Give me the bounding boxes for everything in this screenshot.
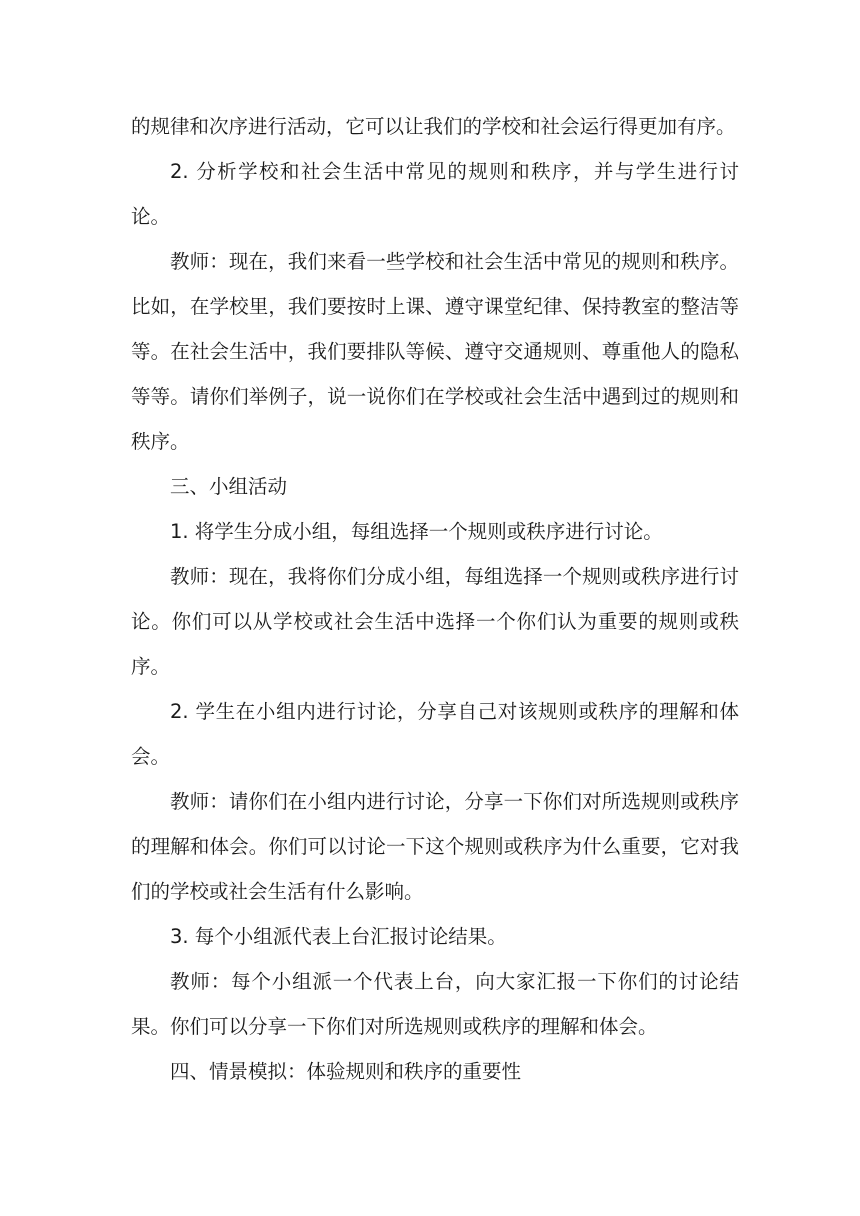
paragraph-group-step-2: 2. 学生在小组内进行讨论，分享自己对该规则或秩序的理解和体会。 [131, 700, 739, 768]
paragraph-teacher-examples: 教师：现在，我们来看一些学校和社会生活中常见的规则和秩序。比如，在学校里，我们要按时上课、遵守课堂纪律、保持教室的整洁等等。在社会生活中，我们要排队等候、遵守交通规则、尊重他人的隐私等等。请你们举例子，说一说你们在学校或社会生活中遇到过的规则和秩序。 [131, 250, 739, 453]
paragraph-teacher-report: 教师：每个小组派一个代表上台，向大家汇报一下你们的讨论结果。你们可以分享一下你们对所选规则或秩序的理解和体会。 [131, 970, 739, 1038]
section-heading-group-activity: 三、小组活动 [170, 475, 288, 498]
paragraph-group-step-3: 3. 每个小组派代表上台汇报讨论结果。 [170, 925, 507, 948]
paragraph-teacher-grouping: 教师：现在，我将你们分成小组，每组选择一个规则或秩序进行讨论。你们可以从学校或社会生活中选择一个你们认为重要的规则或秩序。 [131, 565, 739, 678]
paragraph-step-2: 2. 分析学校和社会生活中常见的规则和秩序，并与学生进行讨论。 [131, 160, 739, 228]
section-heading-scenario: 四、情景模拟：体验规则和秩序的重要性 [170, 1060, 522, 1083]
paragraph-teacher-discussion: 教师：请你们在小组内进行讨论，分享一下你们对所选规则或秩序的理解和体会。你们可以讨论一下这个规则或秩序为什么重要，它对我们的学校或社会生活有什么影响。 [131, 790, 739, 903]
paragraph-group-step-1: 1. 将学生分成小组，每组选择一个规则或秩序进行讨论。 [170, 520, 663, 543]
document-body [131, 104, 739, 1094]
paragraph-continuation: 的规律和次序进行活动，它可以让我们的学校和社会运行得更加有序。 [131, 115, 736, 138]
